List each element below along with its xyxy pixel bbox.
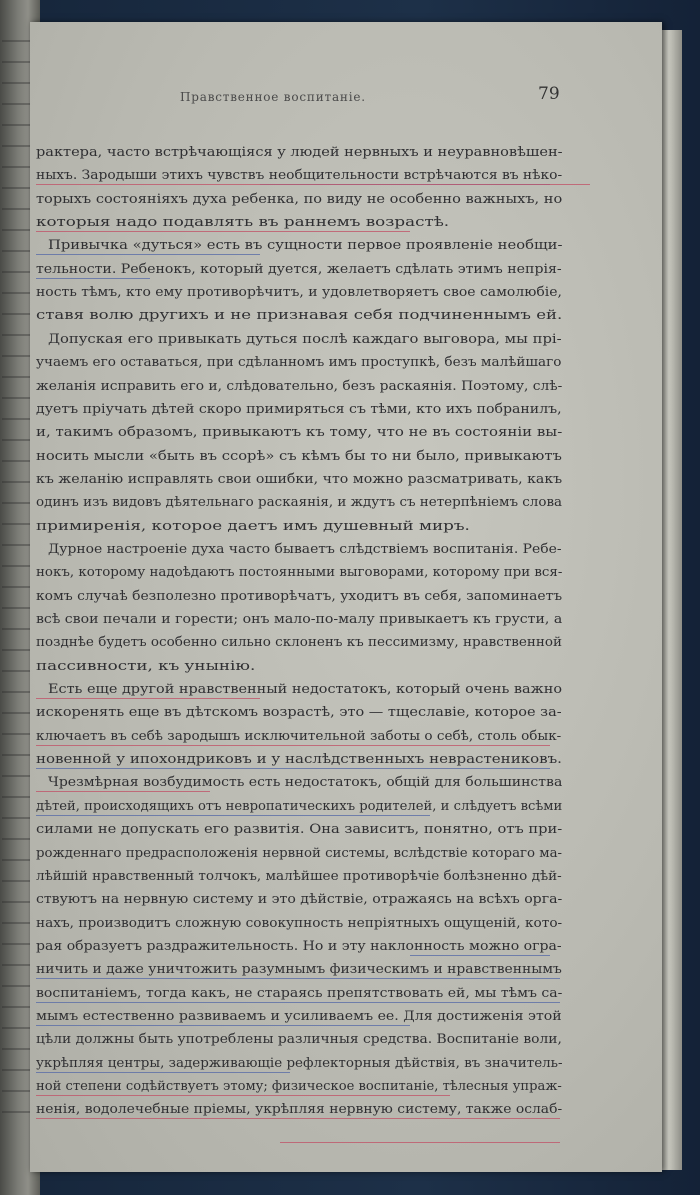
pen-underline [36,1118,560,1119]
text-line: дѣтей, происходящихъ отъ невропатическихъ родителей, и слѣдуетъ всѣми [36,798,563,814]
text-line: пассивности, къ унынію. [36,658,256,674]
pen-underline [36,815,430,816]
text-line: мымъ естественно развиваемъ и усиливаемъ ее. Для достиженія этой [36,1008,562,1024]
text-line: Дурное настроеніе духа часто бываетъ слѣдствіемъ воспитанія. Ребе- [48,541,562,557]
text-line: нокъ, которому надоѣдаютъ постоянными выговорами, которому при вся- [36,565,563,581]
pen-underline [410,955,550,956]
text-line: къ желанію исправлять свои ошибки, что можно разсматривать, какъ [36,471,563,487]
pen-underline [36,254,260,255]
text-line: лѣйшій нравственный толчокъ, малѣйшее противорѣчіе болѣзненно дѣй- [36,868,562,884]
pen-underline [36,768,550,769]
text-line: торыхъ состояніяхъ духа ребенка, по виду не особенно важныхъ, но [36,191,563,207]
text-line: искоренять еще въ дѣтскомъ возрастѣ, это — тщеславіе, которое за- [36,705,562,721]
text-line: всѣ свои печали и горести; онъ мало-по-малу привыкаетъ къ грусти, а [36,612,563,627]
pen-underline [280,1142,560,1143]
text-line: ныхъ. Зародыши этихъ чувствъ необщительности встрѣчаются въ нѣко- [36,168,563,184]
text-line: позднѣе будетъ особенно сильно склоненъ къ пессимизму, нравственной [36,635,563,651]
text-line: цѣли должны быть употреблены различныя средства. Воспитаніе воли, [36,1032,562,1048]
page-edge-right [660,30,682,1170]
running-head: Правственное воспитаніе. [180,90,366,104]
pen-underline [36,1002,560,1003]
text-line: ненія, водолечебные пріемы, укрѣпляя нервную систему, также ослаб- [36,1102,563,1118]
text-line: рактера, часто встрѣчающіяся у людей нервныхъ и неуравновѣшен- [36,145,563,160]
pen-underline [36,1072,290,1073]
text-line: ной степени содѣйствуетъ этому; физическое воспитаніе, тѣлесныя упраж- [36,1079,562,1094]
text-line: Есть еще другой нравственный недостатокъ, который очень важно [48,682,563,698]
pen-underline [36,278,150,279]
text-line: Чрезмѣрная возбудимость есть недостатокъ, общій для большинства [48,775,563,791]
pen-underline [36,745,550,746]
text-line: носить мысли «быть въ ссорѣ» съ кѣмъ бы то ни было, привыкаютъ [36,448,562,464]
text-line: ствуютъ на нервную систему и это дѣйствіе, отражаясь на всѣхъ орга- [36,892,563,908]
text-line: Привычка «дуться» есть въ сущности первое проявленіе необщи- [48,238,563,254]
text-line: тельности. Ребенокъ, который дуется, желаетъ сдѣлать этимъ непрія- [36,261,562,277]
text-line: и, такимъ образомъ, привыкаютъ къ тому, что не въ состояніи вы- [36,425,563,441]
page-number: 79 [538,84,560,104]
text-line: силами не допускать его развитія. Она зависитъ, понятно, отъ при- [36,822,563,838]
text-line: комъ случаѣ безполезно противорѣчатъ, уходитъ въ себя, запоминаетъ [36,588,563,604]
text-line: примиренія, которое даетъ имъ душевный миръ. [36,518,470,534]
book-page [30,22,662,1172]
text-line: ность тѣмъ, кто ему противорѣчитъ, и удовлетворяетъ свое самолюбіе, [36,285,562,301]
text-line: ничить и даже уничтожить разумнымъ физическимъ и нравственнымъ [36,962,562,978]
text-line: новенной у ипохондриковъ и у наслѣдственныхъ неврастениковъ. [36,752,562,768]
text-line: дуетъ пріучать дѣтей скоро примиряться съ тѣми, кто ихъ побранилъ, [36,401,562,417]
pen-underline [36,231,410,232]
pen-underline [36,184,590,185]
text-line: одинъ изъ видовъ дѣятельнаго раскаянія, и ждутъ съ нетерпѣніемъ слова [36,495,563,511]
text-line: укрѣпляя центры, задерживающіе рефлекторныя дѣйствія, въ значитель- [36,1055,563,1071]
pen-underline [36,791,210,792]
text-line: воспитаніемъ, тогда какъ, не стараясь препятствовать ей, мы тѣмъ са- [36,985,563,1001]
page-header [30,84,662,110]
text-line: желанія исправить его и, слѣдовательно, безъ раскаянія. Поэтому, слѣ- [36,378,563,394]
text-line: рая образуетъ раздражительность. Но и эту наклонность можно огра- [36,938,562,954]
text-line: нахъ, производитъ сложную совокупность непріятныхъ ощущеній, кото- [36,915,563,931]
text-line: учаемъ его оставаться, при сдѣланномъ имъ проступкѣ, безъ малѣйшаго [36,355,562,371]
pen-underline [36,698,260,699]
text-line: рожденнаго предрасположенія нервной системы, вслѣдствіе котораго ма- [36,845,563,861]
text-line: ключаетъ въ себѣ зародышъ исключительной заботы о себѣ, столь обык- [36,728,562,744]
pen-underline [36,1095,450,1096]
text-line: которыя надо подавлять въ раннемъ возрастѣ. [36,215,450,231]
text-line: Допуская его привыкать дуться послѣ каждаго выговора, мы прі- [48,331,562,347]
pen-underline [36,978,560,979]
text-line: ставя волю другихъ и не признавая себя подчиненнымъ ей. [36,308,563,324]
pen-underline [36,1025,410,1026]
